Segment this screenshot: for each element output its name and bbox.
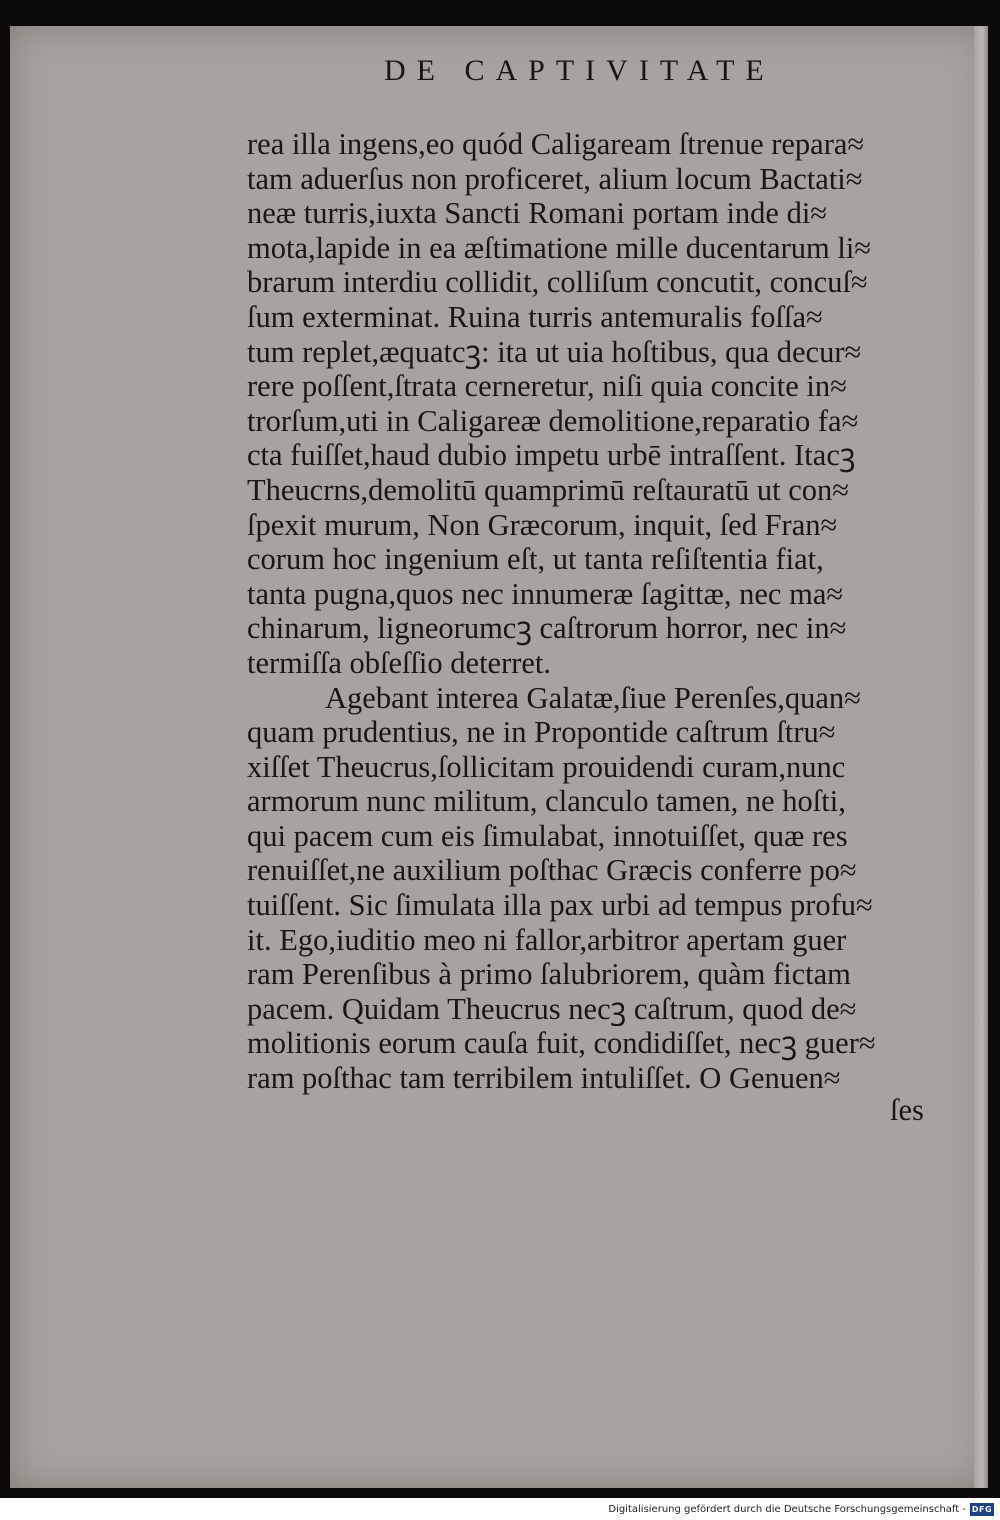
running-title: DE CAPTIVITATE: [384, 54, 775, 87]
text-line: quam prudentius, ne in Propontide caſtrum ſtru≈: [247, 715, 836, 750]
text-line: cta fuiſſet,haud dubio impetu urbē intraſſent. Itacꝫ: [247, 438, 856, 473]
text-line: tum replet,æquatcꝫ: ita ut uia hoſtibus, qua decur≈: [247, 334, 862, 369]
body-text: [247, 127, 945, 1096]
text-line: qui pacem cum eis ſimulabat, innotuiſſet, quæ res: [247, 818, 848, 853]
text-line: ſpexit murum, Non Græcorum, inquit, ſed Fran≈: [247, 507, 838, 542]
text-line: tuiſſent. Sic ſimulata illa pax urbi ad tempus profu≈: [247, 888, 873, 923]
text-line: tanta pugna,quos nec innumeræ ſagittæ, nec ma≈: [247, 576, 844, 611]
text-line: renuiſſet,ne auxilium poſthac Græcis conferre po≈: [247, 853, 857, 888]
text-line: it. Ego,iuditio meo ni fallor,arbitror apertam guer: [247, 922, 847, 957]
page-edge: [974, 26, 988, 1488]
text-line: rea illa ingens,eo quód Caligaream ſtrenue repara≈: [247, 127, 865, 161]
funding-credit: Digitalisierung gefördert durch die Deutsche Forschungsgemeinschaft -: [608, 1504, 966, 1515]
text-line: chinarum, ligneorumcꝫ caſtrorum horror, nec in≈: [247, 611, 847, 646]
dfg-logo-icon: DFG: [971, 1505, 993, 1514]
text-line: Theucrns,demolitū quamprimū reſtauratū ut con≈: [247, 472, 850, 507]
text-line: mota,lapide in ea æſtimatione mille ducentarum li≈: [247, 230, 872, 265]
text-line: trorſum,uti in Caligareæ demolitione,reparatio fa≈: [247, 403, 859, 438]
text-line: armorum nunc militum, clanculo tamen, ne hoſti,: [247, 784, 846, 819]
text-line: rere poſſent,ſtrata cerneretur, niſi quia concite in≈: [247, 369, 847, 404]
text-line: tam aduerſus non proficeret, alium locum Bactati≈: [247, 161, 863, 196]
text-line: molitionis eorum cauſa fuit, condidiſſet, necꝫ guer≈: [247, 1026, 876, 1061]
text-line: termiſſa obſeſſio deterret.: [247, 645, 552, 680]
text-line: ram poſthac tam terribilem intuliſſet. O Genuen≈: [247, 1061, 841, 1096]
text-line: corum hoc ingenium eſt, ut tanta reſiſtentia fiat,: [247, 542, 824, 577]
text-line: Agebant interea Galatæ,ſiue Perenſes,quan≈: [325, 680, 861, 715]
catchword: ſes: [890, 1093, 924, 1127]
text-line: ſum exterminat. Ruina turris antemuralis foſſa≈: [247, 299, 823, 334]
text-line: neæ turris,iuxta Sancti Romani portam inde di≈: [247, 196, 828, 231]
text-line: brarum interdiu collidit, colliſum concutit, concuſ≈: [247, 265, 868, 300]
text-line: pacem. Quidam Theucrus necꝫ caſtrum, quod de≈: [247, 991, 857, 1026]
text-line: ram Perenſibus à primo ſalubriorem, quàm fictam: [247, 957, 851, 992]
text-line: xiſſet Theucrus,ſollicitam prouidendi curam,nunc: [247, 749, 846, 784]
